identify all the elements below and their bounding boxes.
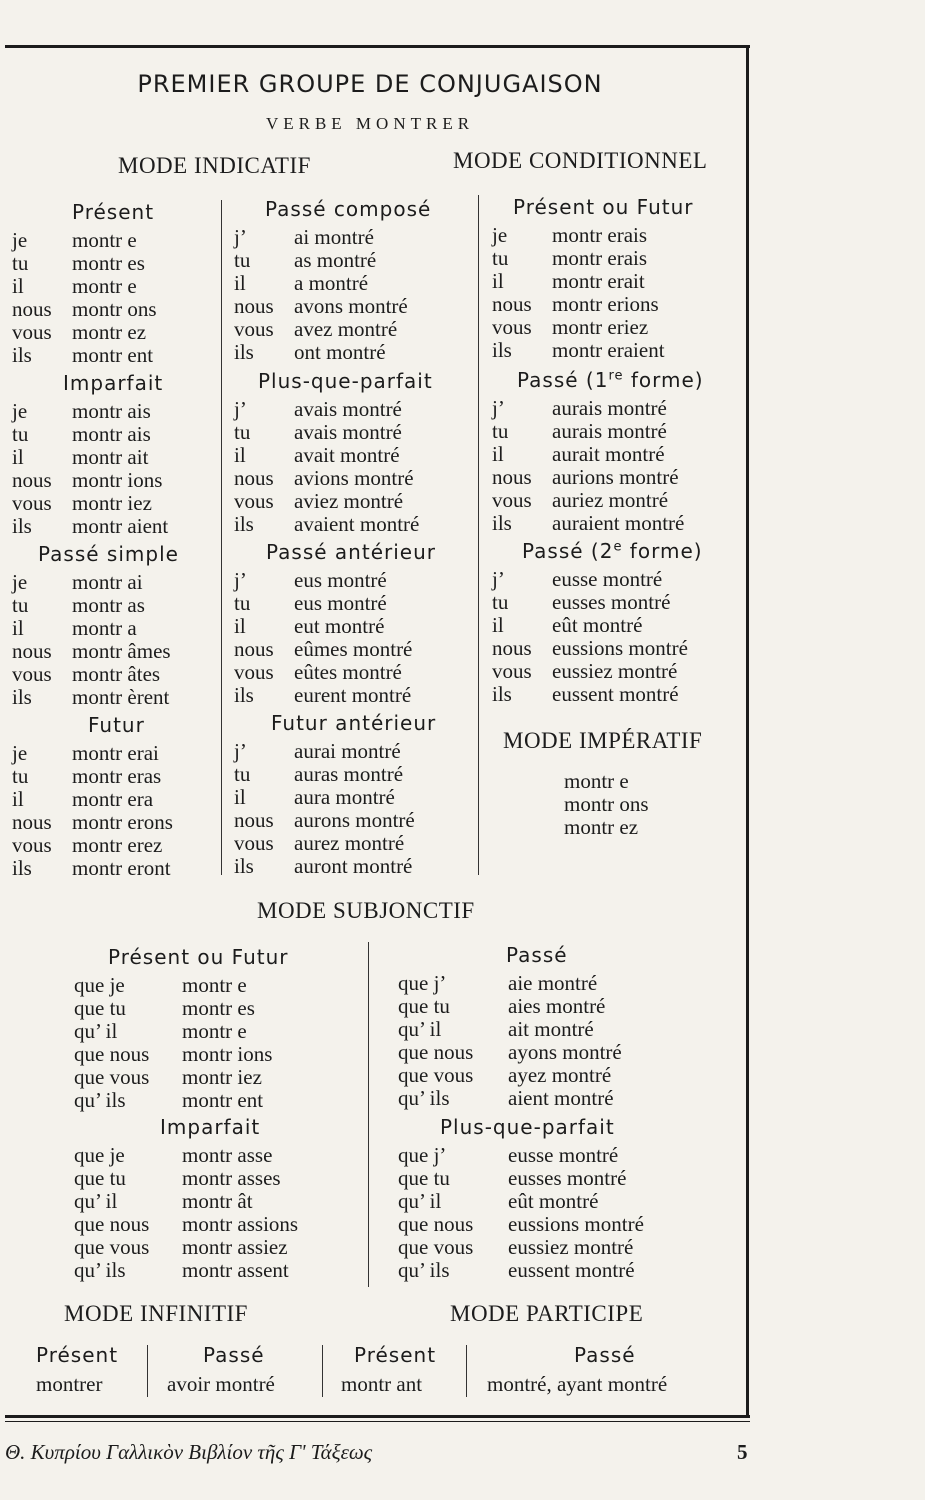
verb-form: eussions montré: [552, 636, 688, 660]
participe-present-value: montr ant: [341, 1372, 423, 1396]
verb-form: avait montré: [294, 443, 400, 467]
verb-form: eusses montré: [552, 590, 671, 614]
verb-form: montr e: [182, 1019, 247, 1043]
imperatif-row: montr ez: [564, 815, 639, 839]
verb-form: montr ât: [182, 1189, 253, 1213]
pronoun: nous: [234, 637, 274, 661]
pronoun: tu: [12, 593, 29, 617]
tense-heading: Passé antérieur: [266, 540, 436, 564]
pronoun: qu’ il: [74, 1019, 118, 1043]
verb-form: eûmes montré: [294, 637, 413, 661]
pronoun: il: [234, 443, 246, 467]
verb-form: montr ai: [72, 570, 143, 594]
pronoun: nous: [12, 810, 52, 834]
verb-line: VERBE MONTRER: [265, 114, 475, 133]
pronoun: que je: [74, 973, 125, 997]
right-rule: [746, 45, 749, 1418]
pronoun: nous: [12, 297, 52, 321]
divider-indicatif: [221, 200, 222, 875]
verb-form: eus montré: [294, 591, 387, 615]
verb-form: aurais montré: [552, 396, 667, 420]
verb-form: montr aient: [72, 514, 169, 538]
verb-form: montr erai: [72, 741, 159, 765]
tense-heading: Imparfait: [160, 1115, 261, 1139]
verb-form: montr èrent: [72, 685, 170, 709]
verb-form: montr es: [182, 996, 255, 1020]
pronoun: ils: [492, 682, 512, 706]
pronoun: vous: [12, 320, 52, 344]
verb-form: aurons montré: [294, 808, 415, 832]
pronoun: ils: [12, 343, 32, 367]
bottom-rule: [5, 1415, 750, 1418]
verb-form: a montré: [294, 271, 369, 295]
pronoun: je: [12, 570, 28, 594]
pronoun: nous: [234, 808, 274, 832]
pronoun: ils: [234, 854, 254, 878]
tense-heading: Plus-que-parfait: [258, 369, 433, 393]
verb-form: eusse montré: [552, 567, 663, 591]
pronoun: tu: [234, 591, 251, 615]
verb-form: aient montré: [508, 1086, 614, 1110]
verb-form: montr ions: [72, 468, 163, 492]
pronoun: j’: [492, 567, 505, 591]
pronoun: ils: [234, 512, 254, 536]
pronoun: vous: [12, 491, 52, 515]
pronoun: que vous: [398, 1235, 474, 1259]
verb-form: eût montré: [552, 613, 643, 637]
pronoun: qu’ il: [74, 1189, 118, 1213]
pronoun: vous: [492, 488, 532, 512]
pronoun: que nous: [398, 1040, 474, 1064]
pronoun: il: [12, 274, 24, 298]
verb-form: montr âmes: [72, 639, 171, 663]
bottom-rule-thin: [5, 1421, 750, 1422]
pronoun: ils: [12, 685, 32, 709]
imperatif-row: montr e: [564, 769, 629, 793]
verb-form: montr assions: [182, 1212, 299, 1236]
verb-form: montr ez: [72, 320, 147, 344]
verb-form: ait montré: [508, 1017, 594, 1041]
verb-form: aurait montré: [552, 442, 665, 466]
tense-heading: Présent ou Futur: [108, 945, 289, 969]
pronoun: tu: [12, 422, 29, 446]
pronoun: qu’ il: [398, 1017, 442, 1041]
verb-form: aura montré: [294, 785, 395, 809]
verb-form: montr assiez: [182, 1235, 288, 1259]
pronoun: vous: [492, 315, 532, 339]
verb-form: montr erait: [552, 269, 645, 293]
pronoun: que tu: [74, 996, 126, 1020]
pronoun: je: [12, 228, 28, 252]
infinitif-present-label: Présent: [36, 1343, 119, 1367]
page-title: PREMIER GROUPE DE CONJUGAISON: [137, 70, 603, 98]
tense-heading: Futur: [88, 713, 145, 737]
mode-indicatif-heading: MODE INDICATIF: [118, 153, 311, 178]
verb-form: montr asse: [182, 1143, 273, 1167]
tense-heading: Plus-que-parfait: [440, 1115, 615, 1139]
tense-heading: Imparfait: [63, 371, 164, 395]
verb-form: eut montré: [294, 614, 385, 638]
infinitif-passe-value: avoir montré: [167, 1372, 275, 1396]
verb-form: eusses montré: [508, 1166, 627, 1190]
pronoun: je: [12, 399, 28, 423]
pronoun: tu: [234, 248, 251, 272]
verb-form: aurais montré: [552, 419, 667, 443]
verb-form: montr e: [72, 274, 137, 298]
verb-form: montr e: [72, 228, 137, 252]
tense-heading: Présent: [72, 200, 155, 224]
divider-infinitif-1: [147, 1345, 148, 1397]
pronoun: nous: [492, 292, 532, 316]
verb-form: eussiez montré: [552, 659, 678, 683]
pronoun: il: [234, 785, 246, 809]
footer-text: Θ. Κυπρίου Γαλλικὸν Βιβλίον τῆς Γ' Τάξεως: [5, 1440, 373, 1464]
verb-form: eût montré: [508, 1189, 599, 1213]
verb-form: montr erais: [552, 246, 648, 270]
verb-form: montr eraient: [552, 338, 665, 362]
verb-form: montr eras: [72, 764, 162, 788]
verb-form: eûtes montré: [294, 660, 402, 684]
pronoun: ils: [12, 856, 32, 880]
verb-form: auront montré: [294, 854, 413, 878]
pronoun: qu’ ils: [398, 1086, 450, 1110]
pronoun: nous: [492, 636, 532, 660]
pronoun: nous: [492, 465, 532, 489]
pronoun: j’: [492, 396, 505, 420]
verb-form: montr es: [72, 251, 145, 275]
verb-form: montr ons: [72, 297, 157, 321]
tense-heading: Passé (1re forme): [517, 368, 704, 392]
verb-form: montr ait: [72, 445, 149, 469]
divider-conditionnel: [478, 195, 479, 875]
verb-form: montr erais: [552, 223, 648, 247]
verb-form: montr ais: [72, 399, 151, 423]
pronoun: il: [12, 616, 24, 640]
page-number: 5: [737, 1440, 748, 1464]
pronoun: que j’: [398, 1143, 447, 1167]
verb-form: ayons montré: [508, 1040, 622, 1064]
tense-heading: Passé simple: [38, 542, 179, 566]
verb-form: montr asses: [182, 1166, 281, 1190]
verb-form: montr a: [72, 616, 137, 640]
verb-form: auraient montré: [552, 511, 685, 535]
verb-form: ont montré: [294, 340, 386, 364]
verb-form: avais montré: [294, 420, 402, 444]
mode-infinitif-heading: MODE INFINITIF: [64, 1301, 248, 1326]
verb-form: avions montré: [294, 466, 414, 490]
verb-form: montr assent: [182, 1258, 289, 1282]
pronoun: il: [12, 445, 24, 469]
verb-form: aurai montré: [294, 739, 401, 763]
pronoun: tu: [12, 764, 29, 788]
verb-form: avais montré: [294, 397, 402, 421]
pronoun: qu’ ils: [74, 1258, 126, 1282]
verb-form: avons montré: [294, 294, 408, 318]
verb-form: montr iez: [182, 1065, 262, 1089]
top-rule: [5, 45, 750, 48]
pronoun: qu’ ils: [398, 1258, 450, 1282]
pronoun: tu: [234, 420, 251, 444]
verb-form: aie montré: [508, 971, 598, 995]
pronoun: vous: [234, 317, 274, 341]
pronoun: j’: [234, 225, 247, 249]
pronoun: qu’ ils: [74, 1088, 126, 1112]
pronoun: vous: [234, 489, 274, 513]
verb-form: avez montré: [294, 317, 398, 341]
infinitif-present-value: montrer: [36, 1372, 103, 1396]
pronoun: ils: [492, 338, 512, 362]
verb-form: montr ais: [72, 422, 151, 446]
verb-form: montr e: [182, 973, 247, 997]
pronoun: nous: [12, 639, 52, 663]
pronoun: tu: [234, 762, 251, 786]
verb-form: aurions montré: [552, 465, 679, 489]
tense-heading: Passé (2e forme): [522, 539, 703, 563]
pronoun: tu: [492, 246, 509, 270]
divider-infinitif-2: [322, 1345, 323, 1397]
infinitif-passe-label: Passé: [203, 1343, 265, 1367]
mode-conditionnel-heading: MODE CONDITIONNEL: [453, 148, 708, 173]
verb-form: eussiez montré: [508, 1235, 634, 1259]
pronoun: je: [492, 223, 508, 247]
tense-heading: Présent ou Futur: [513, 195, 694, 219]
pronoun: il: [492, 269, 504, 293]
mode-participe-heading: MODE PARTICIPE: [450, 1301, 644, 1326]
verb-form: ayez montré: [508, 1063, 612, 1087]
verb-form: eussent montré: [552, 682, 679, 706]
pronoun: il: [492, 613, 504, 637]
pronoun: nous: [234, 294, 274, 318]
verb-form: avaient montré: [294, 512, 420, 536]
tense-heading: Passé composé: [265, 197, 432, 221]
pronoun: tu: [492, 590, 509, 614]
pronoun: que tu: [398, 1166, 450, 1190]
pronoun: il: [234, 271, 246, 295]
mode-subjonctif-heading: MODE SUBJONCTIF: [257, 898, 475, 923]
divider-subjonctif: [368, 942, 369, 1287]
pronoun: ils: [12, 514, 32, 538]
pronoun: j’: [234, 568, 247, 592]
verb-form: montr ent: [72, 343, 154, 367]
pronoun: tu: [12, 251, 29, 275]
verb-form: montr ions: [182, 1042, 273, 1066]
verb-form: as montré: [294, 248, 377, 272]
pronoun: je: [12, 741, 28, 765]
pronoun: vous: [234, 831, 274, 855]
verb-form: eurent montré: [294, 683, 412, 707]
imperatif-row: montr ons: [564, 792, 649, 816]
pronoun: j’: [234, 739, 247, 763]
verb-form: montr erions: [552, 292, 659, 316]
participe-passe-value: montré, ayant montré: [487, 1372, 668, 1396]
verb-form: auras montré: [294, 762, 404, 786]
participe-present-label: Présent: [354, 1343, 437, 1367]
pronoun: vous: [234, 660, 274, 684]
pronoun: ils: [234, 340, 254, 364]
pronoun: que tu: [398, 994, 450, 1018]
tense-heading: Passé: [506, 943, 568, 967]
pronoun: que nous: [74, 1042, 150, 1066]
pronoun: qu’ il: [398, 1189, 442, 1213]
verb-form: montr erez: [72, 833, 163, 857]
tense-heading: Futur antérieur: [271, 711, 437, 735]
pronoun: vous: [492, 659, 532, 683]
verb-form: montr eront: [72, 856, 171, 880]
verb-form: montr as: [72, 593, 145, 617]
pronoun: j’: [234, 397, 247, 421]
pronoun: nous: [12, 468, 52, 492]
verb-form: auriez montré: [552, 488, 669, 512]
pronoun: ils: [234, 683, 254, 707]
participe-passe-label: Passé: [574, 1343, 636, 1367]
mode-imperatif-heading: MODE IMPÉRATIF: [503, 728, 703, 753]
verb-form: montr ent: [182, 1088, 264, 1112]
verb-form: aviez montré: [294, 489, 404, 513]
pronoun: nous: [234, 466, 274, 490]
verb-form: montr eriez: [552, 315, 649, 339]
pronoun: tu: [492, 419, 509, 443]
pronoun: ils: [492, 511, 512, 535]
verb-form: montr iez: [72, 491, 152, 515]
pronoun: il: [12, 787, 24, 811]
pronoun: que nous: [74, 1212, 150, 1236]
verb-form: aies montré: [508, 994, 606, 1018]
verb-form: ai montré: [294, 225, 374, 249]
verb-form: eussent montré: [508, 1258, 635, 1282]
verb-form: eus montré: [294, 568, 387, 592]
pronoun: que nous: [398, 1212, 474, 1236]
pronoun: que vous: [74, 1235, 150, 1259]
verb-form: montr erons: [72, 810, 173, 834]
pronoun: vous: [12, 662, 52, 686]
verb-form: montr âtes: [72, 662, 161, 686]
verb-form: aurez montré: [294, 831, 405, 855]
pronoun: il: [492, 442, 504, 466]
verb-form: montr era: [72, 787, 154, 811]
pronoun: que j’: [398, 971, 447, 995]
verb-form: eusse montré: [508, 1143, 619, 1167]
pronoun: que vous: [74, 1065, 150, 1089]
divider-participe: [466, 1345, 467, 1397]
pronoun: vous: [12, 833, 52, 857]
verb-form: eussions montré: [508, 1212, 644, 1236]
pronoun: que tu: [74, 1166, 126, 1190]
pronoun: que je: [74, 1143, 125, 1167]
pronoun: que vous: [398, 1063, 474, 1087]
pronoun: il: [234, 614, 246, 638]
